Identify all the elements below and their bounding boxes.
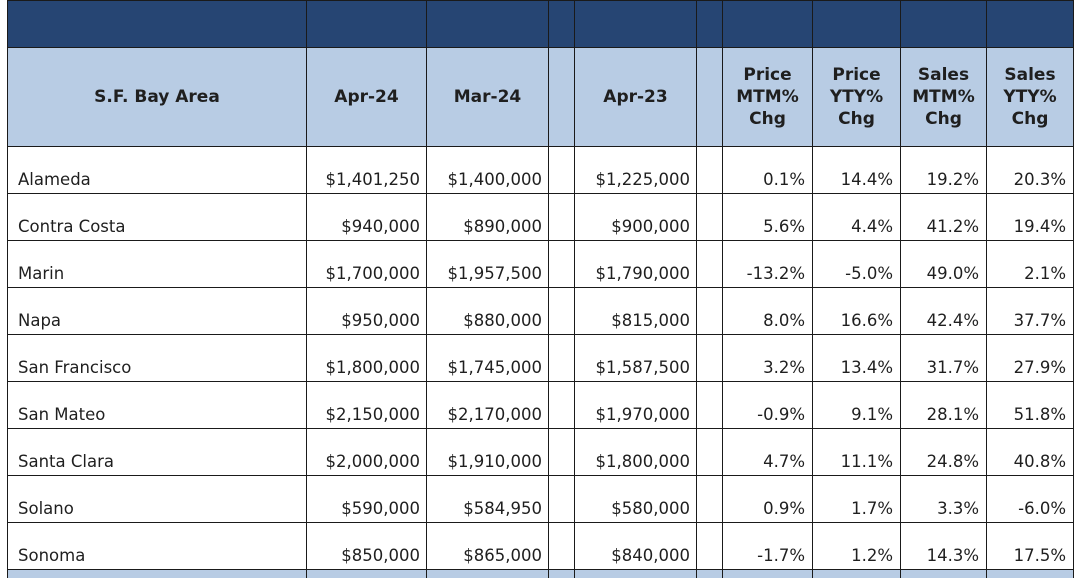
cell-apr24: $950,000 [307,288,427,335]
header-spacer [697,48,723,147]
cell-apr24: $850,000 [307,523,427,570]
cell-sales-yty: 17.5% [987,523,1074,570]
cell-price-yty: 4.4% [813,194,901,241]
cell-spacer [549,335,575,382]
cell-apr24: $2,000,000 [307,429,427,476]
cell-price-mtm: 8.0% [723,288,813,335]
table-row [8,429,1074,476]
cell-apr24: $1,700,000 [307,241,427,288]
cell-spacer [549,194,575,241]
cell-region: Contra Costa [8,194,307,241]
title-band-cell [697,1,723,48]
cell-apr23: $815,000 [575,288,697,335]
title-band-cell [987,1,1074,48]
cell-sales-yty: 40.8% [987,429,1074,476]
cell-spacer [549,382,575,429]
cell-apr24: $940,000 [307,194,427,241]
cell-region: Alameda [8,147,307,194]
table-row [8,194,1074,241]
table-row [8,335,1074,382]
cell-mar24: $890,000 [427,194,549,241]
cell-sales-mtm: 42.4% [901,288,987,335]
title-band-cell [901,1,987,48]
cell-region: San Francisco [8,335,307,382]
cell-apr23: $1,800,000 [575,429,697,476]
cell-sales-mtm: 14.3% [901,523,987,570]
cell-mar24: $2,170,000 [427,382,549,429]
cell-region: Marin [8,241,307,288]
cell-sales-mtm: 49.0% [901,241,987,288]
cell-price-mtm: -1.7% [723,523,813,570]
cell-mar24: $880,000 [427,288,549,335]
cell-price-mtm: 4.7% [723,429,813,476]
cell-sales-yty: 27.9% [987,335,1074,382]
cell-price-mtm: 3.2% [723,335,813,382]
cell-spacer [697,288,723,335]
cell-apr23: $1,587,500 [575,335,697,382]
bay-area-price-table [7,0,1074,578]
cell-mar24: $1,957,500 [427,241,549,288]
cell-sales-yty: 2.1% [987,241,1074,288]
cell-mar24: $584,950 [427,476,549,523]
cell-sales-mtm: 19.2% [901,147,987,194]
cell-sales-yty: -6.0% [987,476,1074,523]
cell-spacer [549,429,575,476]
title-band-cell [307,1,427,48]
cell-apr23: $1,790,000 [575,241,697,288]
cell-spacer [697,194,723,241]
table-row [8,476,1074,523]
cell-mar24: $1,400,000 [427,147,549,194]
cell-mar24: $865,000 [427,523,549,570]
cell-region: Santa Clara [8,429,307,476]
cell-price-yty: 13.4% [813,335,901,382]
cell-spacer [697,476,723,523]
table-row [8,523,1074,570]
cell-apr24: $2,150,000 [307,382,427,429]
cell-sales-yty: 19.4% [987,194,1074,241]
cell-sales-mtm: 31.7% [901,335,987,382]
cell-price-yty: 1.2% [813,523,901,570]
cell-spacer [549,523,575,570]
cell-spacer [697,241,723,288]
table-row [8,147,1074,194]
header-sales-mtm: Sales MTM% Chg [901,48,987,147]
cell-region: Sonoma [8,523,307,570]
cell-mar24: $1,910,000 [427,429,549,476]
title-band-cell [549,1,575,48]
cell-sales-yty: 37.7% [987,288,1074,335]
cell-spacer [697,429,723,476]
cell-apr23: $580,000 [575,476,697,523]
cell-spacer [697,382,723,429]
cell-price-mtm: 0.9% [723,476,813,523]
header-spacer [549,48,575,147]
cell-sales-mtm: 24.8% [901,429,987,476]
cell-region: San Mateo [8,382,307,429]
title-band-cell [8,1,307,48]
title-band-cell [575,1,697,48]
header-region: S.F. Bay Area [8,48,307,147]
cell-price-yty: 1.7% [813,476,901,523]
header-price-mtm: Price MTM% Chg [723,48,813,147]
cell-price-mtm: -0.9% [723,382,813,429]
cell-region: Napa [8,288,307,335]
cell-region: Solano [8,476,307,523]
table-row [8,382,1074,429]
table-body [8,147,1074,570]
header-apr24: Apr-24 [307,48,427,147]
cell-mar24: $1,745,000 [427,335,549,382]
cell-apr24: $1,401,250 [307,147,427,194]
title-band-cell [723,1,813,48]
cell-price-mtm: 0.1% [723,147,813,194]
cell-price-mtm: -13.2% [723,241,813,288]
cell-apr23: $1,225,000 [575,147,697,194]
table-row [8,288,1074,335]
title-band-row [8,1,1074,48]
header-apr23: Apr-23 [575,48,697,147]
cell-sales-yty: 51.8% [987,382,1074,429]
cell-spacer [549,288,575,335]
cell-apr23: $1,970,000 [575,382,697,429]
cell-price-yty: 11.1% [813,429,901,476]
cell-spacer [697,523,723,570]
cell-spacer [549,241,575,288]
cell-price-mtm: 5.6% [723,194,813,241]
title-band-cell [427,1,549,48]
cell-price-yty: 9.1% [813,382,901,429]
header-mar24: Mar-24 [427,48,549,147]
cell-apr24: $1,800,000 [307,335,427,382]
table-row [8,241,1074,288]
cell-spacer [549,476,575,523]
title-band-cell [813,1,901,48]
cell-sales-mtm: 28.1% [901,382,987,429]
header-price-yty: Price YTY% Chg [813,48,901,147]
cell-sales-mtm: 3.3% [901,476,987,523]
cell-price-yty: -5.0% [813,241,901,288]
cell-price-yty: 14.4% [813,147,901,194]
header-row [8,48,1074,147]
cell-apr23: $900,000 [575,194,697,241]
header-sales-yty: Sales YTY% Chg [987,48,1074,147]
cell-apr23: $840,000 [575,523,697,570]
cell-apr24: $590,000 [307,476,427,523]
cell-spacer [697,335,723,382]
cell-spacer [697,147,723,194]
cell-sales-mtm: 41.2% [901,194,987,241]
cell-spacer [549,147,575,194]
cell-price-yty: 16.6% [813,288,901,335]
cell-sales-yty: 20.3% [987,147,1074,194]
